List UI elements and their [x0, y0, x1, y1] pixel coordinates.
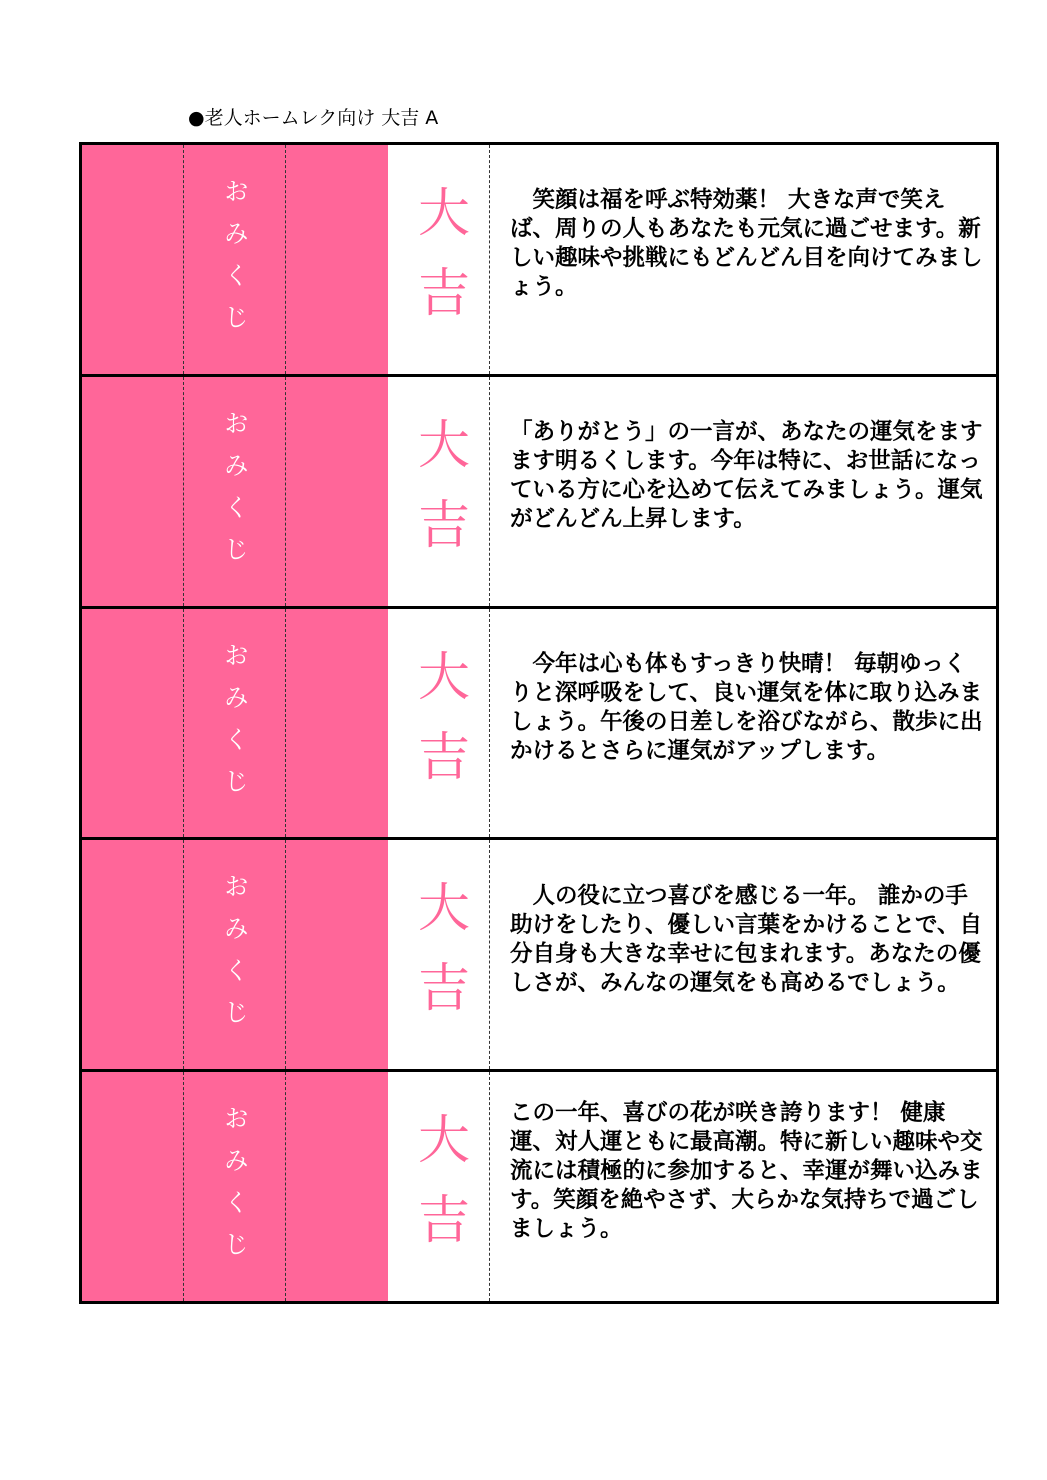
fortune-result: 大吉	[408, 1112, 469, 1273]
pink-column	[184, 377, 286, 606]
page-title: ●老人ホームレク向け 大吉 A	[188, 107, 439, 129]
pink-fold-area	[82, 1072, 388, 1301]
fortune-message: 「ありがとう」の一言が、あなたの運気をますます明るくします。今年は特に、お世話になっている方に心を込めて伝えてみましょう。運気がどんどん上昇します。	[510, 419, 983, 533]
omikuji-slip	[82, 609, 996, 841]
fortune-message: この一年、喜びの花が咲き誇ります！ 健康運、対人運ともに最高潮。特に新しい趣味や交流には積極的に参加すると、幸運が舞い込みます。笑顔を絶やさず、大らかな気持ちで過ごしましょう。	[510, 1100, 983, 1243]
pink-fold-area	[82, 609, 388, 838]
fortune-message: 今年は心も体もすっきり快晴！ 毎朝ゆっくりと深呼吸をして、良い運気を体に取り込みましょう。午後の日差しを浴びながら、散歩に出かけるとさらに運気がアップします。	[510, 650, 983, 764]
fortune-column	[388, 609, 490, 838]
message-column	[490, 377, 996, 606]
omikuji-sheet	[79, 142, 999, 1304]
fortune-message: 笑顔は福を呼ぶ特効薬！ 大きな声で笑えば、周りの人もあなたも元気に過ごせます。新しい趣味や挑戦にもどんどん目を向けてみましょう。	[510, 187, 983, 301]
omikuji-slip	[82, 1072, 996, 1301]
pink-fold-area	[82, 145, 388, 374]
fortune-result: 大吉	[408, 648, 469, 809]
pink-column	[82, 377, 184, 606]
message-column	[490, 145, 996, 374]
pink-column	[184, 145, 286, 374]
fortune-result: 大吉	[408, 185, 469, 345]
fortune-column	[388, 840, 490, 1069]
pink-column	[286, 609, 388, 838]
fortune-message: 人の役に立つ喜びを感じる一年。 誰かの手助けをしたり、優しい言葉をかけることで、自分自身も大きな幸せに包まれます。あなたの優しさが、みんなの運気をも高めるでしょう。	[510, 882, 983, 996]
message-column	[490, 609, 996, 838]
message-column	[490, 840, 996, 1069]
fortune-column	[388, 145, 490, 374]
omikuji-label: おみくじ	[220, 1105, 250, 1274]
pink-column	[82, 840, 184, 1069]
fortune-result: 大吉	[408, 880, 469, 1041]
pink-column	[82, 145, 184, 374]
omikuji-slip	[82, 840, 996, 1072]
fortune-column	[388, 1072, 490, 1301]
pink-column	[286, 840, 388, 1069]
message-column	[490, 1072, 996, 1301]
omikuji-label: おみくじ	[220, 409, 250, 578]
pink-fold-area	[82, 840, 388, 1069]
omikuji-label: おみくじ	[220, 178, 250, 346]
pink-column	[286, 145, 388, 374]
pink-column	[286, 1072, 388, 1301]
pink-column	[184, 840, 286, 1069]
fortune-result: 大吉	[408, 416, 469, 577]
pink-column	[82, 1072, 184, 1301]
omikuji-label: おみくじ	[220, 641, 250, 810]
pink-fold-area	[82, 377, 388, 606]
pink-column	[286, 377, 388, 606]
pink-column	[184, 609, 286, 838]
fortune-column	[388, 377, 490, 606]
omikuji-slip	[82, 377, 996, 609]
omikuji-slip	[82, 145, 996, 377]
pink-column	[184, 1072, 286, 1301]
omikuji-label: おみくじ	[220, 873, 250, 1042]
pink-column	[82, 609, 184, 838]
